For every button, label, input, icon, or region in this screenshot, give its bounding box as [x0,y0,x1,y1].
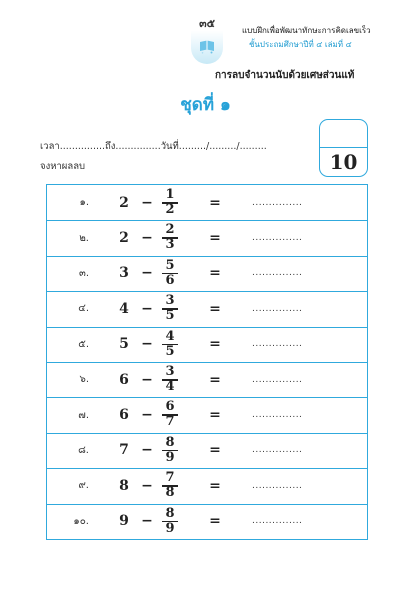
answer-blank[interactable]: ............... [252,303,303,314]
answer-blank[interactable]: ............... [252,339,303,350]
equals-sign: = [209,513,221,530]
problem-row [47,468,367,504]
minuend: 6 [119,407,129,424]
problem-number: ๕. [78,338,89,350]
fraction [160,471,180,500]
problem-number: ๙. [78,480,89,492]
problem-row [47,291,367,327]
equals-sign: = [209,300,221,317]
denominator: 3 [165,237,175,253]
minus-sign: − [141,336,153,353]
denominator: 2 [165,202,175,217]
denominator: 7 [165,414,175,430]
problem-number: ๑๐. [73,515,89,527]
problem-row [47,327,367,363]
fraction [160,294,180,323]
minuend: 6 [119,371,129,388]
page-number: ๓๕ [199,17,215,30]
minus-sign: − [141,513,153,530]
numerator: 6 [165,399,175,415]
problem-row [47,504,367,539]
minus-sign: − [141,371,153,388]
time-date-line: เวลา...............ถึง...............วันที่........./........./......... [40,141,267,152]
problem-number: ๑. [79,197,89,209]
numerator: 7 [165,470,175,486]
denominator: 6 [165,272,175,288]
minuend: 5 [119,336,129,353]
fraction [160,507,180,536]
series-grade-volume: ชั้นประถมศึกษาปีที่ ๔ เล่มที่ ๔ [249,40,352,49]
problem-number: ๒. [79,232,89,244]
denominator: 5 [165,308,175,324]
minuend: 7 [119,442,129,459]
minus-sign: − [141,477,153,494]
denominator: 9 [165,520,175,536]
answer-blank[interactable]: ............... [252,516,303,527]
problem-row [47,397,367,433]
answer-blank[interactable]: ............... [252,233,303,244]
score-entry-area[interactable] [320,120,367,148]
fraction [160,223,180,252]
answer-blank[interactable]: ............... [252,197,303,208]
score-box [319,119,368,177]
answer-blank[interactable]: ............... [252,410,303,421]
equals-sign: = [209,336,221,353]
minuend: 8 [119,477,129,494]
minus-sign: − [141,442,153,459]
instruction-text: จงหาผลลบ [40,161,86,172]
minus-sign: − [141,230,153,247]
equals-sign: = [209,477,221,494]
denominator: 8 [165,485,175,501]
numerator: 8 [165,505,175,521]
problem-number: ๖. [79,374,89,386]
numerator: 3 [165,364,175,379]
problem-row [47,220,367,256]
numerator: 3 [165,293,175,309]
page-number-badge [191,10,223,64]
fraction [160,188,180,217]
minuend: 3 [119,265,129,282]
minus-sign: − [141,265,153,282]
equals-sign: = [209,230,221,247]
denominator: 5 [165,343,175,359]
equals-sign: = [209,442,221,459]
fraction [160,365,180,394]
answer-blank[interactable]: ............... [252,374,303,385]
answer-blank[interactable]: ............... [252,268,303,279]
minuend: 4 [119,300,129,317]
problem-table [46,184,368,540]
lesson-subtitle: การลบจำนวนนับด้วยเศษส่วนแท้ [215,70,355,81]
problem-row [47,362,367,398]
numerator: 1 [165,187,175,202]
minuend: 2 [119,230,129,247]
minus-sign: − [141,194,153,211]
problem-number: ๓. [78,267,89,279]
minuend: 2 [119,194,129,211]
numerator: 8 [165,434,175,450]
problem-row [47,433,367,469]
denominator: 4 [165,379,175,394]
numerator: 5 [165,257,175,273]
fraction [160,259,180,288]
score-total: 10 [329,150,358,174]
equals-sign: = [209,407,221,424]
book-icon [199,38,215,54]
problem-row [47,256,367,292]
numerator: 4 [165,328,175,344]
series-title: แบบฝึกเพื่อพัฒนาทักษะการคิดเลขเร็ว [242,26,371,35]
problem-number: ๔. [78,303,89,315]
problem-number: ๗. [78,409,89,421]
numerator: 2 [165,222,175,238]
equals-sign: = [209,194,221,211]
equals-sign: = [209,371,221,388]
fraction [160,330,180,359]
answer-blank[interactable]: ............... [252,480,303,491]
set-title: ชุดที่ ๑ [180,95,231,115]
fraction [160,400,180,429]
minus-sign: − [141,300,153,317]
problem-row [47,185,367,221]
answer-blank[interactable]: ............... [252,445,303,456]
minuend: 9 [119,513,129,530]
problem-number: ๘. [78,444,89,456]
minus-sign: − [141,407,153,424]
denominator: 9 [165,449,175,465]
equals-sign: = [209,265,221,282]
fraction [160,436,180,465]
